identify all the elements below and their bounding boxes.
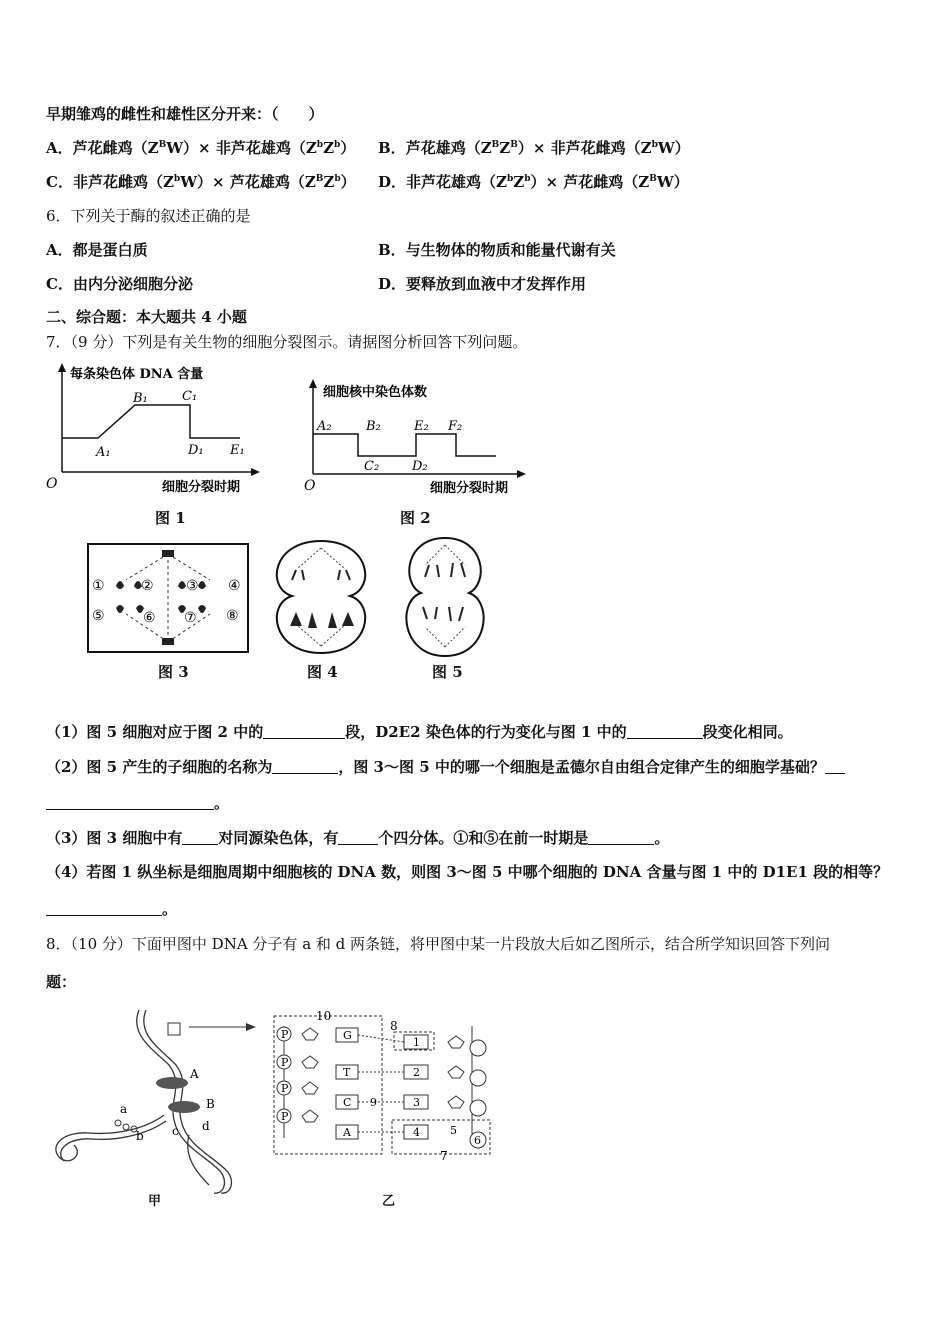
fig3-label-2: ② bbox=[141, 578, 154, 594]
yi-base-t: T bbox=[343, 1066, 351, 1079]
q7-sub3-blank-2[interactable] bbox=[338, 830, 378, 845]
q5-option-b[interactable]: B．芦花雄鸡$(Z^BZ^B)\times$ 非芦花雌鸡$(Z^bW)$ bbox=[378, 139, 690, 157]
jia-label-a-upper: A bbox=[190, 1067, 199, 1081]
q6-option-c[interactable]: C．由内分泌细胞分泌 bbox=[46, 275, 193, 293]
q5-option-d[interactable]: D．非芦花雄鸡$(Z^bZ^b)\times$ 芦花雌鸡$(Z^BW)$ bbox=[378, 173, 689, 191]
q7-sub4-blank[interactable] bbox=[46, 901, 162, 916]
jia-label-b-upper: B bbox=[206, 1097, 215, 1111]
fig3-label-1: ① bbox=[92, 578, 105, 594]
figure-jia-dna bbox=[44, 1005, 270, 1205]
fig2-point-e: E₂ bbox=[414, 419, 429, 434]
yi-base-g: G bbox=[343, 1029, 352, 1042]
fig2-xlabel: 细胞分裂时期 bbox=[430, 481, 509, 496]
fig2-point-a: A₂ bbox=[317, 419, 332, 434]
yi-p-2: P bbox=[281, 1056, 289, 1069]
fig-jia-caption: 甲 bbox=[148, 1194, 162, 1209]
figure-2-graph bbox=[298, 376, 533, 498]
q5-stem-tail: 早期雏鸡的雌性和雄性区分开来：（ ） bbox=[46, 105, 324, 123]
fig2-origin: O bbox=[304, 478, 316, 494]
jia-label-c: c bbox=[172, 1124, 179, 1138]
q5-option-a[interactable]: A．芦花雌鸡$(Z^BW)\times$ 非芦花雄鸡$(Z^bZ^b)$ bbox=[46, 139, 356, 157]
q5-option-c[interactable]: C．非芦花雌鸡$(Z^bW)\times$ 芦花雄鸡$(Z^BZ^b)$ bbox=[46, 173, 356, 191]
fig1-origin: O bbox=[46, 476, 58, 492]
q8-stem-cont: 题： bbox=[46, 973, 77, 991]
q6-option-a[interactable]: A．都是蛋白质 bbox=[46, 241, 148, 259]
fig3-label-5: ⑤ bbox=[92, 608, 105, 624]
yi-base-2: 2 bbox=[413, 1066, 420, 1079]
jia-label-d: d bbox=[202, 1119, 210, 1133]
fig2-caption: 图 2 bbox=[400, 509, 431, 527]
q7-sub3: （3）图 3 细胞中有 对同源染色体，有 个四分体。①和⑤在前一时期是 。 bbox=[46, 829, 670, 847]
yi-label-6: 6 bbox=[474, 1134, 481, 1147]
fig1-point-e: E₁ bbox=[230, 443, 245, 458]
figure-5-cell bbox=[391, 535, 499, 659]
figure-3-cell bbox=[86, 542, 250, 654]
fig2-ylabel: 细胞核中染色体数 bbox=[323, 385, 428, 400]
yi-base-3: 3 bbox=[413, 1096, 420, 1109]
figure-4-cell bbox=[262, 538, 380, 656]
fig2-point-b: B₂ bbox=[366, 419, 381, 434]
figure-yi-dna-segment bbox=[272, 1008, 498, 1160]
fig1-ylabel: 每条染色体 DNA 含量 bbox=[70, 367, 204, 382]
fig4-caption: 图 4 bbox=[307, 663, 338, 681]
q7-sub4-cont: 。 bbox=[46, 899, 177, 919]
jia-label-a-lower: a bbox=[120, 1102, 128, 1116]
fig1-point-c: C₁ bbox=[182, 389, 198, 404]
q7-sub1-blank-1[interactable] bbox=[263, 724, 345, 739]
q7-sub2-cont: 。 bbox=[46, 793, 229, 813]
yi-base-c: C bbox=[343, 1096, 352, 1109]
q6-option-d[interactable]: D．要释放到血液中才发挥作用 bbox=[378, 275, 587, 293]
fig2-point-f: F₂ bbox=[448, 419, 463, 434]
fig3-label-7: ⑦ bbox=[184, 610, 197, 626]
q7-sub3-blank-1[interactable] bbox=[182, 830, 218, 845]
yi-p-1: P bbox=[281, 1028, 289, 1041]
yi-base-a: A bbox=[343, 1126, 351, 1139]
fig1-point-d: D₁ bbox=[188, 443, 204, 458]
yi-label-9: 9 bbox=[370, 1096, 377, 1109]
q7-sub2-blank-3[interactable] bbox=[46, 795, 214, 810]
jia-label-b-lower: b bbox=[136, 1129, 144, 1143]
yi-base-1: 1 bbox=[413, 1036, 420, 1049]
fig3-label-4: ④ bbox=[228, 578, 241, 594]
fig3-label-8: ⑧ bbox=[226, 608, 239, 624]
fig-yi-caption: 乙 bbox=[382, 1194, 396, 1209]
q7-sub1-blank-2[interactable] bbox=[627, 724, 703, 739]
q7-stem: 7．（9 分）下列是有关生物的细胞分裂图示。请据图分析回答下列问题。 bbox=[46, 333, 528, 351]
fig2-point-c: C₂ bbox=[364, 459, 380, 474]
yi-label-10: 10 bbox=[316, 1009, 332, 1023]
q7-sub2-blank-1[interactable] bbox=[272, 759, 338, 774]
q7-sub4: （4）若图 1 纵坐标是细胞周期中细胞核的 DNA 数，则图 3～图 5 中哪个细胞的 DNA 含量与图 1 中的 D1E1 段的相等？ bbox=[46, 863, 889, 881]
fig3-label-3: ③ bbox=[186, 578, 199, 594]
q7-sub2-blank-2[interactable] bbox=[825, 759, 845, 774]
yi-label-7: 7 bbox=[440, 1149, 448, 1160]
figure-1-graph bbox=[40, 360, 270, 495]
fig3-caption: 图 3 bbox=[158, 663, 189, 681]
yi-label-5: 5 bbox=[450, 1124, 457, 1137]
yi-label-8: 8 bbox=[390, 1019, 398, 1033]
q8-stem: 8．（10 分）下面甲图中 DNA 分子有 a 和 d 两条链，将甲图中某一片段放大后如乙图所示，结合所学知识回答下列问 bbox=[46, 935, 831, 953]
q6-option-b[interactable]: B．与生物体的物质和能量代谢有关 bbox=[378, 241, 616, 259]
fig1-point-a: A₁ bbox=[96, 445, 111, 460]
fig5-caption: 图 5 bbox=[432, 663, 463, 681]
yi-base-4: 4 bbox=[413, 1126, 420, 1139]
fig3-label-6: ⑥ bbox=[143, 610, 156, 626]
fig1-xlabel: 细胞分裂时期 bbox=[162, 480, 241, 495]
q7-sub3-blank-3[interactable] bbox=[588, 830, 654, 845]
fig2-point-d: D₂ bbox=[412, 459, 428, 474]
section-heading: 二、综合题：本大题共 4 小题 bbox=[46, 308, 247, 326]
q7-sub2: （2）图 5 产生的子细胞的名称为 ，图 3～图 5 中的哪一个细胞是孟德尔自由组合定律产生的细胞学基础？ bbox=[46, 757, 845, 777]
q6-stem: 6．下列关于酶的叙述正确的是 bbox=[46, 207, 251, 225]
fig1-caption: 图 1 bbox=[155, 509, 186, 527]
yi-p-4: P bbox=[281, 1110, 289, 1123]
yi-p-3: P bbox=[281, 1082, 289, 1095]
fig1-point-b: B₁ bbox=[133, 391, 148, 406]
q7-sub1: （1）图 5 细胞对应于图 2 中的 段，D2E2 染色体的行为变化与图 1 中的 段变化相同。 bbox=[46, 723, 793, 741]
